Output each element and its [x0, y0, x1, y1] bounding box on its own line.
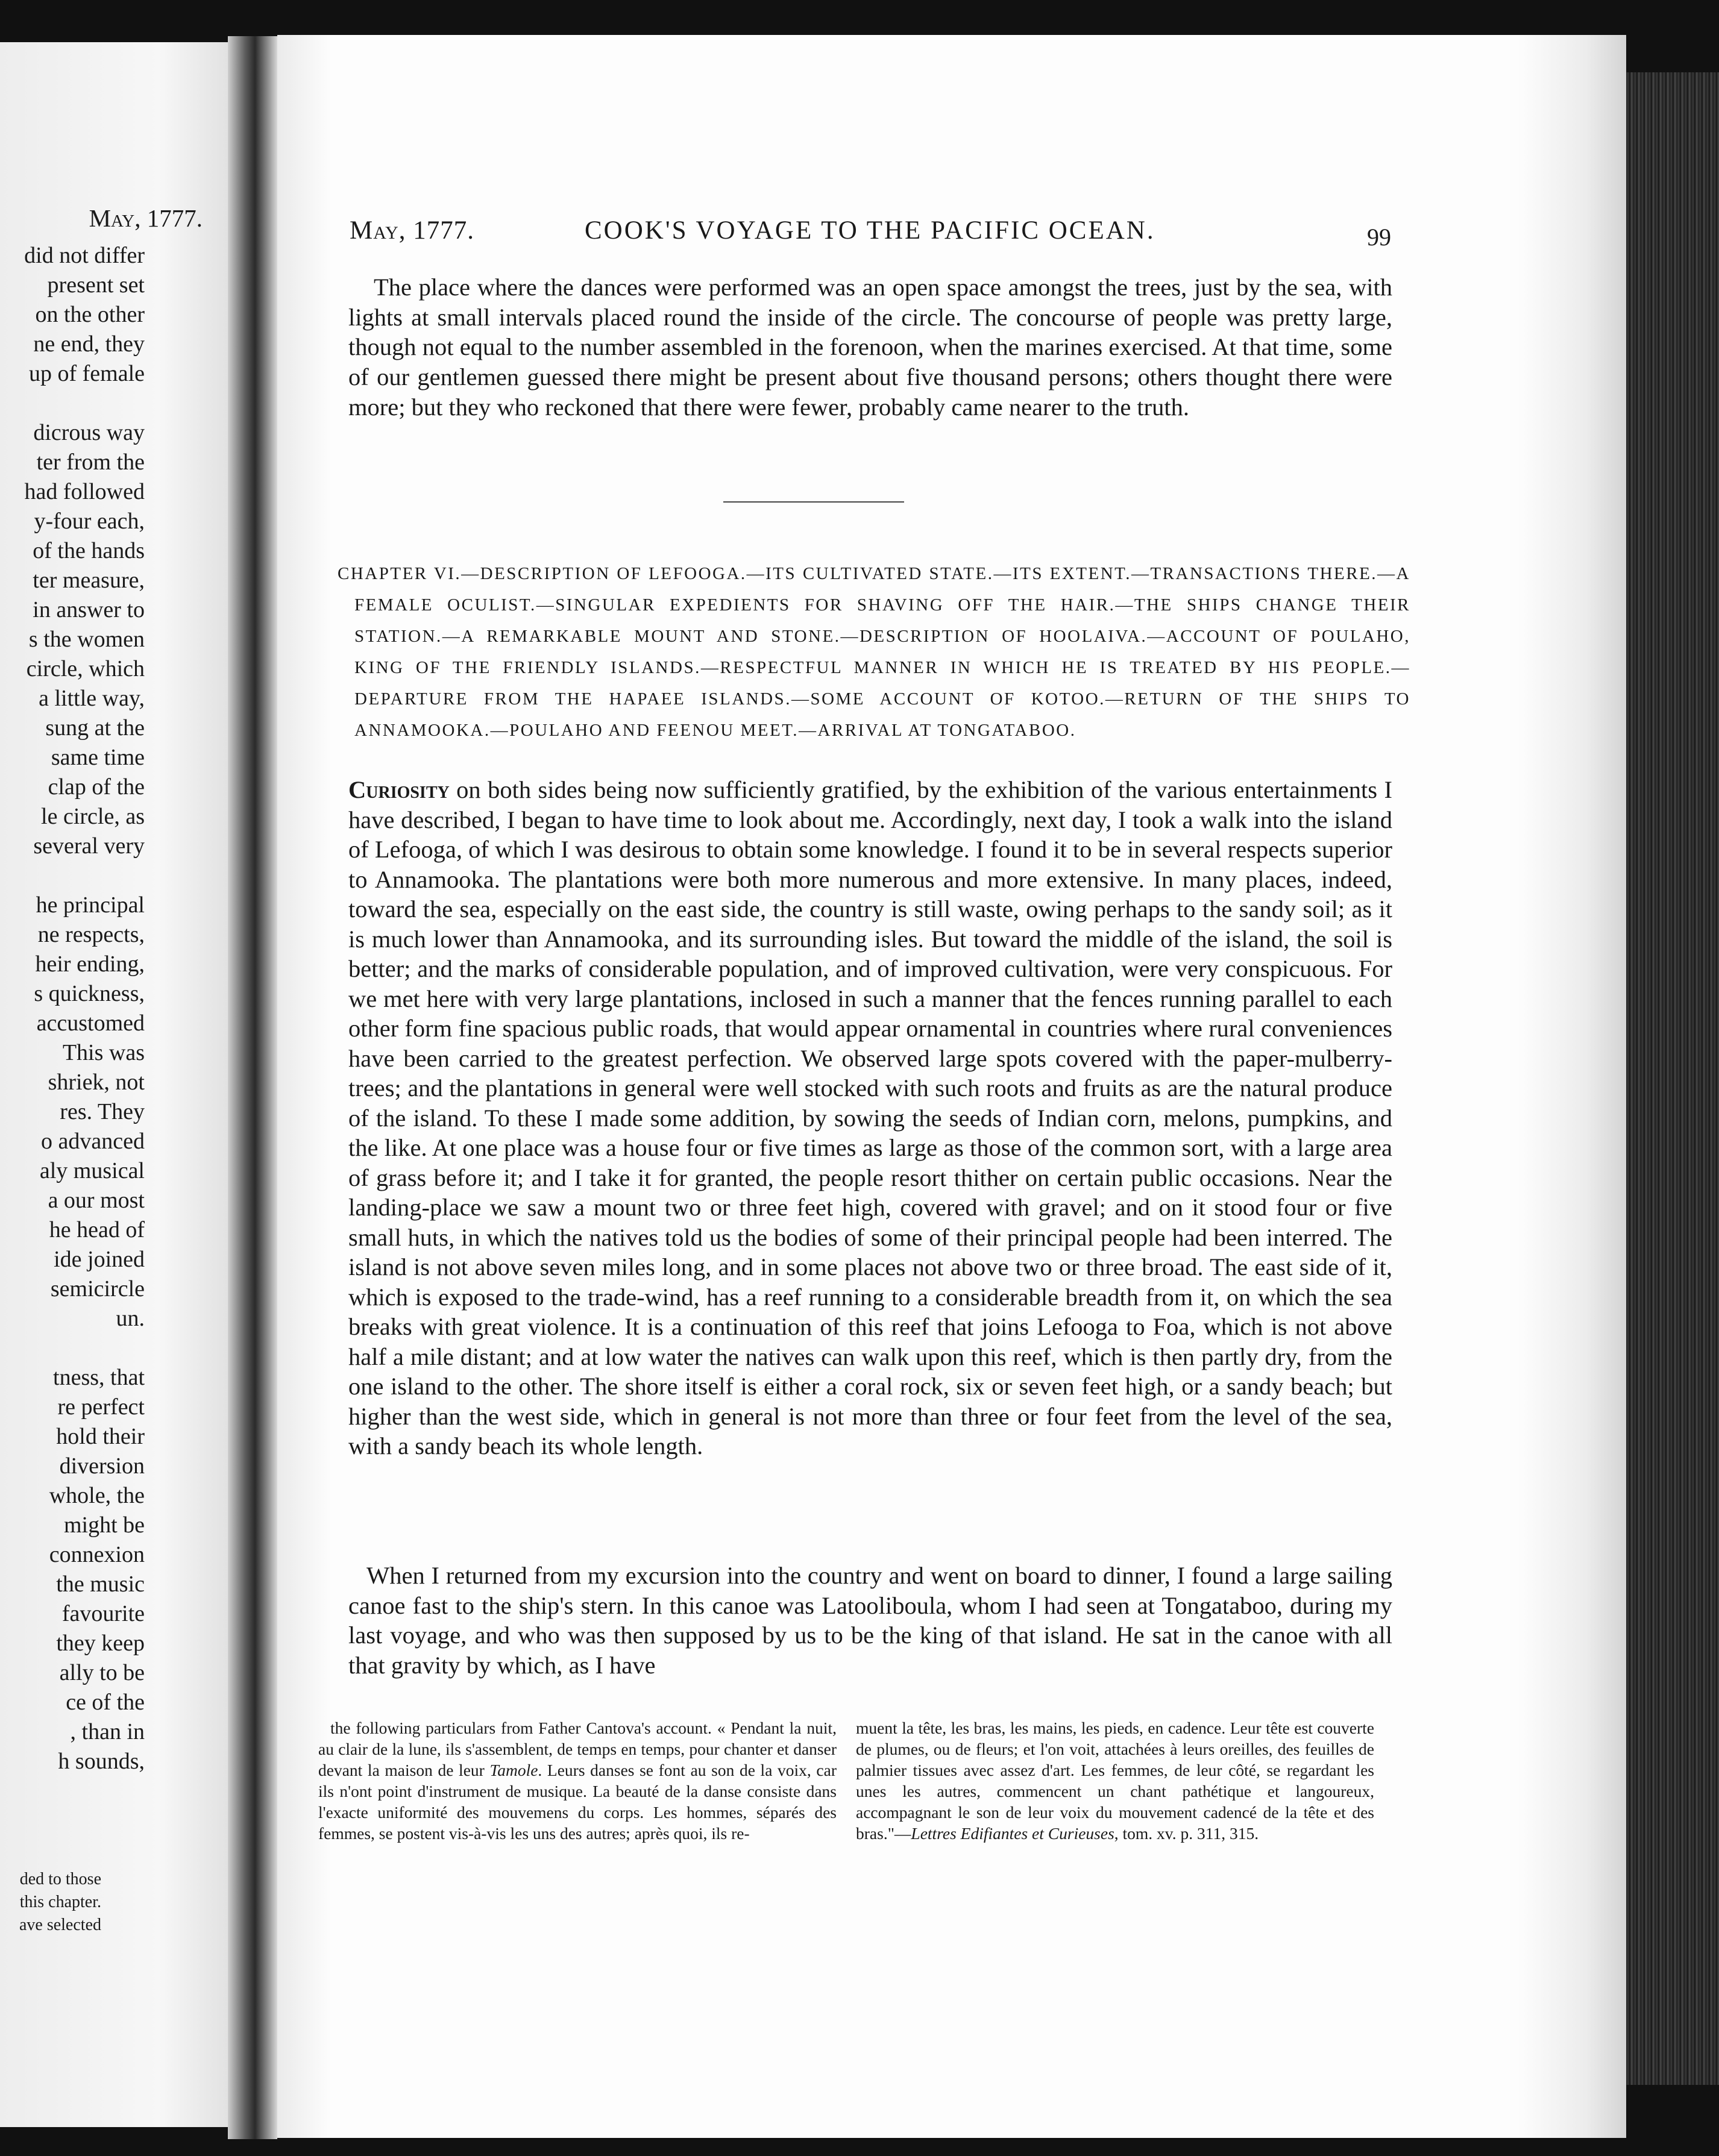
header-date: May, 1777.	[350, 216, 475, 245]
left-page-line: y-four each,	[34, 509, 145, 534]
drop-cap-word: Curiosity	[348, 776, 450, 803]
left-page-line: up of female	[28, 361, 145, 386]
left-page-line: they keep	[56, 1631, 145, 1656]
left-page-line: s the women	[28, 627, 145, 652]
left-page-line: in answer to	[33, 597, 145, 622]
left-page-footnote-line: this chapter.	[19, 1893, 101, 1911]
left-page-line: ce of the	[66, 1690, 145, 1715]
book-gutter	[228, 36, 277, 2139]
left-page-line: of the hands	[33, 538, 145, 563]
left-page-line: tness, that	[53, 1365, 145, 1390]
footnote-right-column	[856, 1717, 1374, 1844]
left-page	[0, 42, 228, 2127]
left-page-line: s quickness,	[34, 981, 145, 1006]
left-page-line: present set	[47, 272, 145, 298]
left-page-line: ter measure,	[33, 568, 145, 593]
paragraph-lefooga-text: on both sides being now sufficiently gratified, by the exhibition of the various entertainments I have described, I began to have time to look about me. Accordingly, next day, I took a walk into the island of Lefooga, of which I was desirous to obtain some knowledge. I found it to be in several respects superior to Annamooka. The plantations were both more numerous and more extensive. In many places, indeed, toward the sea, especially on the east side, the country is still waste, owing perhaps to the sandy soil; as it is much lower than Annamooka, and its surrounding isles. But toward the middle of the island, the soil is better; and the marks of considerable population, and of improved cultivation, were very conspicuous. For we met here with very large plantations, inclosed in such a manner that the fences running parallel to each other form fine spacious public roads, that would appear ornamental in countries where rural conveniences have been carried to the greatest perfection. We observed large spots covered with the paper-mulberry-trees; and the plantations in general were well stocked with such roots and fruits as are the natural produce of the island. To these I made some addition, by sowing the seeds of Indian corn, melons, pumpkins, and the like. At one place was a house four or five times as large as those of the common sort, with a large area of grass before it; and I take it for granted, the people resort thither on certain public occasions. Near the landing-place we saw a mount two or three feet high, covered with gravel; and on it stood four or five small huts, in which the natives told us the bodies of some of their principal people had been interred. The island is not above seven miles long, and in some places not above two or three broad. The east side of it, which is exposed to the trade-wind, has a reef running to a considerable breadth from it, on which the sea breaks with great violence. It is a continuation of this reef that joins Lefooga to Foa, which is not above half a mile distant; and at low water the natives can walk upon this reef, which is then partly dry, from the one island to the other. The shore itself is either a coral rock, six or seven feet high, or a sandy beach; but higher than the west side, which in general is not more than three or four feet from the level of the sea, with a sandy beach its whole length.	[348, 776, 1392, 1459]
left-page-line: , than in	[70, 1719, 145, 1744]
footnote-left-text-1: the following particulars from Father Cantova's account. « Pendant la nuit, au clair de la lune, ils s'assemblent, de temps en temps, pour chanter et danser devant la maison de leur	[318, 1719, 837, 1779]
left-page-line	[0, 1333, 145, 1363]
left-page-line: circle, which	[26, 656, 145, 682]
paragraph-dances: The place where the dances were performed was an open space amongst the trees, just by the sea, with lights at small intervals placed round the inside of the circle. The concourse of people was pretty large, though not equal to the number assembled in the forenoon, when the marines exercised. At that time, some of our gentlemen guessed there might be present about five thousand persons; others thought there were more; but they who reckoned that there were fewer, probably came nearer to the truth.	[348, 274, 1392, 421]
section-divider	[723, 501, 904, 503]
footnote-right-italic: Lettres Edifiantes et Curieuses	[911, 1824, 1114, 1843]
left-page-line: favourite	[61, 1601, 145, 1626]
left-page-line: h sounds,	[58, 1749, 145, 1774]
left-page-line: heir ending,	[35, 951, 145, 977]
header-title: COOK'S VOYAGE TO THE PACIFIC OCEAN.	[585, 216, 1155, 245]
left-page-line: accustomed	[36, 1011, 145, 1036]
left-page-line: he head of	[49, 1217, 145, 1243]
left-page-line: un.	[116, 1306, 145, 1331]
left-page-footnote	[0, 1868, 101, 1937]
left-page-line: on the other	[35, 302, 145, 327]
left-page-line: sung at the	[45, 715, 145, 741]
left-page-line: shriek, not	[48, 1070, 145, 1095]
left-page-line: hold their	[56, 1424, 145, 1449]
left-page-line	[0, 389, 145, 418]
left-page-line: a little way,	[39, 686, 145, 711]
footnote-left-italic: Tamole	[489, 1761, 538, 1779]
left-page-footnote-line: ave selected	[19, 1916, 101, 1934]
footnote-right-text-1: muent la tête, les bras, les mains, les pieds, en cadence. Leur tête est couverte de plumes, ou de fleurs; et l'on voit, attachées à leurs oreilles, des feuilles de palmier tissues avec assez d'art. Les femmes, de leur côté, se regardant les unes les autres, commencent un chant pathétique et langoureux, accompagnant le son de leur voix du mouvement cadencé de la tête et des bras."—	[856, 1719, 1374, 1843]
left-page-line: same time	[51, 745, 145, 770]
left-page-text	[0, 241, 145, 1776]
left-page-line: diversion	[59, 1453, 145, 1479]
left-page-footnote-line: ded to those	[19, 1870, 101, 1888]
left-page-line: did not differ	[24, 243, 145, 268]
left-page-line: o advanced	[41, 1129, 145, 1154]
footnote-right-text-2: , tom. xv. p. 311, 315.	[1114, 1824, 1259, 1843]
left-page-line: ter from the	[36, 450, 145, 475]
footnote-left-column	[318, 1717, 837, 1844]
left-page-line: ne respects,	[37, 922, 145, 947]
left-page-line: ne end, they	[33, 331, 145, 357]
left-page-line: dicrous way	[33, 420, 145, 445]
left-page-line: aly musical	[39, 1158, 145, 1183]
left-page-line	[0, 861, 145, 891]
left-page-line: connexion	[49, 1542, 145, 1567]
left-page-header: May, 1777.	[89, 204, 203, 232]
paragraph-canoe: When I returned from my excursion into the country and went on board to dinner, I found a large sailing canoe fast to the ship's stern. In this canoe was Latooliboula, whom I had seen at Tongataboo, during my last voyage, and who was then supposed by us to be the king of that island. He sat in the canoe with all that gravity by which, as I have	[348, 1562, 1392, 1679]
chapter-summary: CHAPTER VI.—DESCRIPTION OF LEFOOGA.—ITS CULTIVATED STATE.—ITS EXTENT.—TRANSACTIONS THERE.—A FEMALE OCULIST.—SINGULAR EXPEDIENTS FOR SHAVING OFF THE HAIR.—THE SHIPS CHANGE THEIR STATION.—A REMARKABLE MOUNT AND STONE.—DESCRIPTION OF HOOLAIVA.—ACCOUNT OF POULAHO, KING OF THE FRIENDLY ISLANDS.—RESPECTFUL MANNER IN WHICH HE IS TREATED BY HIS PEOPLE.—DEPARTURE FROM THE HAPAEE ISLANDS.—SOME ACCOUNT OF KOTOO.—RETURN OF THE SHIPS TO ANNAMOOKA.—POULAHO AND FEENOU MEET.—ARRIVAL AT TONGATABOO.	[338, 564, 1410, 740]
left-page-line: ide joined	[54, 1247, 145, 1272]
left-page-line: a our most	[48, 1188, 145, 1213]
left-page-line: semicircle	[50, 1276, 145, 1302]
running-head	[350, 216, 1422, 252]
left-page-line: whole, the	[49, 1483, 145, 1508]
left-page-line: re perfect	[57, 1394, 145, 1420]
left-page-line: had followed	[24, 479, 145, 504]
page-number: 99	[1367, 224, 1391, 251]
left-page-line: clap of the	[48, 774, 145, 800]
left-page-line: This was	[62, 1040, 145, 1065]
left-page-line: he principal	[36, 892, 145, 918]
left-page-line: le circle, as	[41, 804, 145, 829]
paragraph-lefooga	[348, 775, 1392, 1461]
left-page-line: the music	[56, 1572, 145, 1597]
left-page-line: res. They	[60, 1099, 145, 1124]
footnote-left-text-2: . Leurs danses se font au son de la voix, car ils n'ont point d'instrument de musique. La beauté de la danse consiste dans l'exacte uniformité des mouvemens du corps. Les hommes, séparés des femmes, se postent vis-à-vis les uns des autres; après quoi, ils re-	[318, 1761, 837, 1843]
left-page-line: several very	[33, 833, 145, 859]
left-page-line: might be	[63, 1512, 145, 1538]
left-page-line: ally to be	[59, 1660, 145, 1685]
page-edges	[1626, 72, 1719, 2085]
